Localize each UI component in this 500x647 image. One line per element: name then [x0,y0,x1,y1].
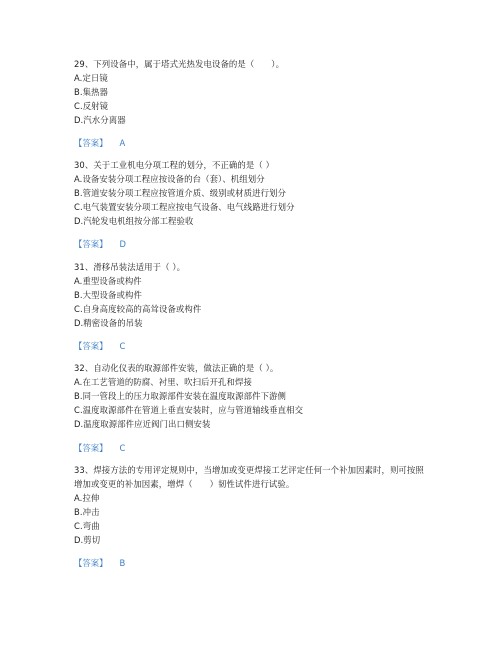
answer-32 [74,442,125,454]
question-stem: 31、滑移吊装法适用于（ ）。 [74,262,186,272]
option-d: D.剪切 [74,535,101,545]
option-c: C.温度取源部件在管道上垂直安装时，应与管道轴线垂直相交 [74,405,304,415]
question-30 [74,158,434,228]
answer-33 [74,557,125,569]
option-b: B.同一管段上的压力取源部件安装在温度取源部件下游侧 [74,391,287,401]
answer-letter: D [119,239,126,249]
question-33 [74,463,434,547]
option-d: D.温度取源部件应近阀门出口侧安装 [74,419,211,429]
option-b: B.管道安装分项工程应按管道介质、级别或材质进行划分 [74,188,287,198]
option-b: B.集热器 [74,87,109,97]
option-c: C.自身高度较高的高耸设备或构件 [74,304,202,314]
answer-31 [74,340,125,352]
question-stem: 33、焊接方法的专用评定规则中，当增加或变更焊接工艺评定任何一个补加因素时，则可按照增加或变更的补加因素，增焊（ ）韧性试件进行试验。 [74,465,424,489]
answer-letter: B [119,558,126,568]
answer-label: 【答案】 [74,443,108,453]
option-c: C.反射镜 [74,101,109,111]
answer-30 [74,238,126,250]
question-stem: 32、自动化仪表的取源部件安装，做法正确的是（ ）。 [74,363,279,373]
option-c: C.弯曲 [74,521,100,531]
answer-letter: C [119,341,126,351]
question-32 [74,361,434,431]
answer-label: 【答案】 [74,239,108,249]
option-b: B.冲击 [74,507,100,517]
option-a: A.在工艺管道的防腐、衬里、吹扫后开孔和焊接 [74,377,252,387]
option-d: D.精密设备的吊装 [74,318,143,328]
option-d: D.汽水分离器 [74,115,126,125]
question-stem: 30、关于工业机电分项工程的划分，不正确的是（ ） [74,160,275,170]
option-a: A.定日镜 [74,73,108,83]
option-a: A.拉伸 [74,493,100,503]
answer-label: 【答案】 [74,341,108,351]
option-d: D.汽轮发电机组按分部工程验收 [74,216,194,226]
option-b: B.大型设备或构件 [74,290,142,300]
answer-letter: A [119,138,126,148]
question-31 [74,260,434,330]
option-a: A.设备安装分项工程应按设备的台（套）、机组划分 [74,174,265,184]
answer-label: 【答案】 [74,558,108,568]
answer-label: 【答案】 [74,138,108,148]
answer-29 [74,137,125,149]
option-c: C.电气装置安装分项工程应按电气设备、电气线路进行划分 [74,202,295,212]
question-stem: 29、下列设备中，属于塔式光热发电设备的是（ ）。 [74,59,285,69]
question-29 [74,57,434,127]
answer-letter: C [119,443,126,453]
option-a: A.重型设备或构件 [74,276,142,286]
